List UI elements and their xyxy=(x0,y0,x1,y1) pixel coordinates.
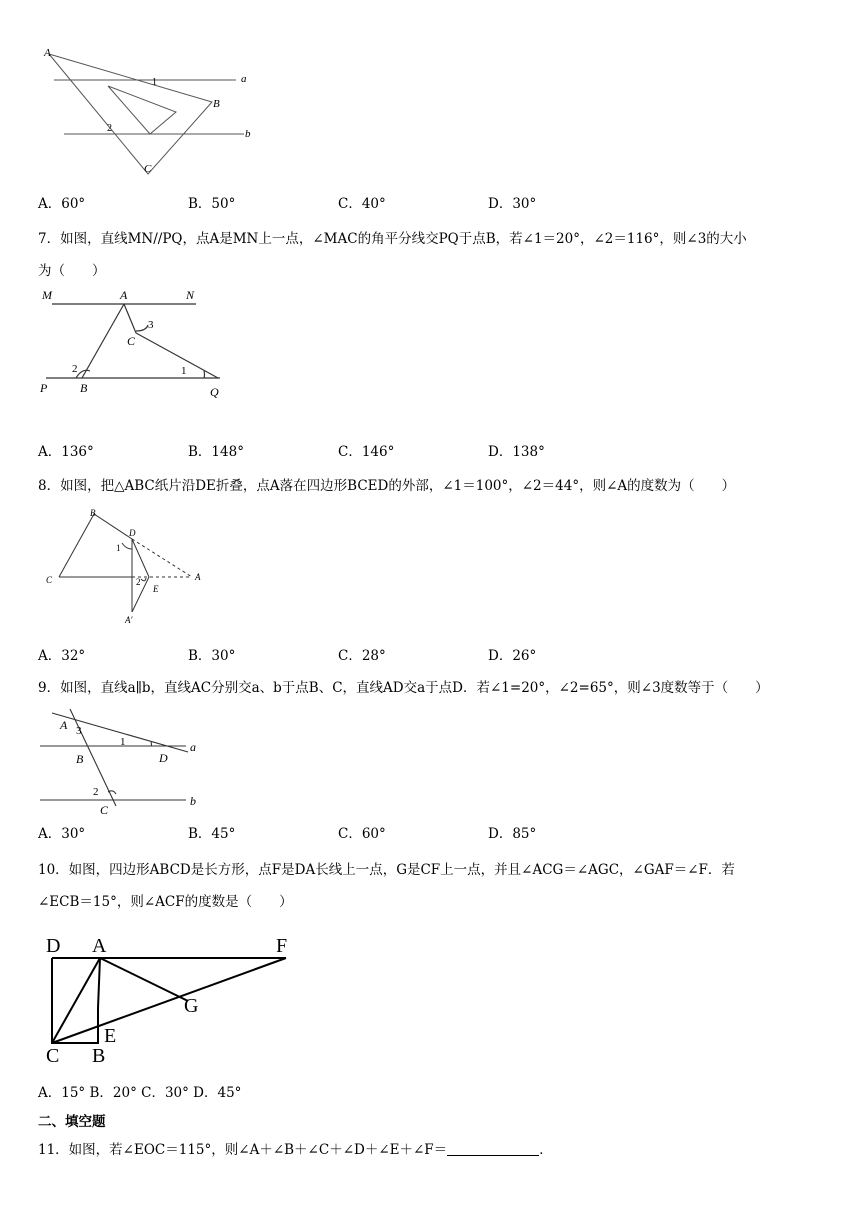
q6-option-b[interactable]: B．50° xyxy=(188,196,236,212)
q7-option-d[interactable]: D．138° xyxy=(488,444,545,460)
q10-label-G: G xyxy=(184,995,199,1017)
q8-label-2: 2 xyxy=(136,577,141,587)
q8-label-D: D xyxy=(129,528,136,538)
q6-label-a: a xyxy=(241,73,247,85)
q7-diagram xyxy=(38,285,238,400)
q7-label-P: P xyxy=(40,381,48,395)
q8-option-c[interactable]: C．28° xyxy=(338,648,386,664)
q9-label-B: B xyxy=(76,752,84,766)
q9-label-1: 1 xyxy=(120,736,126,748)
q7-label-B: B xyxy=(80,381,88,395)
q10-diagram xyxy=(40,928,300,1068)
q7-figure xyxy=(38,285,238,400)
q9-option-c[interactable]: C．60° xyxy=(338,826,386,842)
q8-figure xyxy=(40,505,210,630)
q6-label-A: A xyxy=(44,47,51,59)
q10-options[interactable]: A．15° B．20° C．30° D．45° xyxy=(38,1085,242,1101)
q9-stem: 9．如图，直线a∥b，直线AC分别交a、b于点B、C，直线AD交a于点D．若∠1=20°，∠2=65°，则∠3度数等于（ ） xyxy=(38,680,769,696)
q8-stem: 8．如图，把△ABC纸片沿DE折叠，点A落在四边形BCED的外部，∠1＝100°，∠2＝44°，则∠A的度数为（ ） xyxy=(38,478,736,494)
q8-option-b[interactable]: B．30° xyxy=(188,648,236,664)
q9-figure xyxy=(38,703,213,818)
q11-stem-end: ． xyxy=(539,1142,553,1158)
q11-stem-text: 11．如图，若∠EOC＝115°，则∠A＋∠B＋∠C＋∠D＋∠E＋∠F＝ xyxy=(38,1142,448,1158)
q9-label-a: a xyxy=(190,740,196,754)
q6-diagram xyxy=(40,40,270,180)
q10-label-B: B xyxy=(92,1045,106,1067)
q10-figure xyxy=(40,928,300,1068)
q9-option-a[interactable]: A．30° xyxy=(38,826,86,842)
q9-label-D: D xyxy=(159,751,168,765)
q7-stem-line2: 为（ ） xyxy=(38,263,106,279)
q11-stem xyxy=(38,1141,553,1159)
q7-option-a[interactable]: A．136° xyxy=(38,444,94,460)
q7-option-b[interactable]: B．148° xyxy=(188,444,244,460)
q6-label-b: b xyxy=(245,128,251,140)
q6-option-c[interactable]: C．40° xyxy=(338,196,386,212)
q6-label-1: 1 xyxy=(152,77,157,88)
q8-label-C: C xyxy=(46,575,53,585)
q7-label-2: 2 xyxy=(72,363,78,375)
q10-stem-line1: 10．如图，四边形ABCD是长方形，点F是DA长线上一点，G是CF上一点，并且∠ACG＝∠AGC，∠GAF＝∠F．若 xyxy=(38,862,735,878)
q7-label-N: N xyxy=(186,288,195,302)
q6-option-a[interactable]: A．60° xyxy=(38,196,86,212)
q10-label-C: C xyxy=(46,1045,60,1067)
q10-label-D: D xyxy=(46,935,61,957)
q9-label-3: 3 xyxy=(76,725,82,737)
q11-answer-blank[interactable] xyxy=(447,1142,539,1156)
q9-diagram xyxy=(38,703,213,818)
q6-label-2: 2 xyxy=(107,123,112,134)
q6-label-C: C xyxy=(144,163,152,175)
q10-label-A: A xyxy=(92,935,107,957)
q9-label-C: C xyxy=(100,803,109,817)
q6-figure xyxy=(40,40,270,180)
section-heading-fill-blank: 二、填空题 xyxy=(38,1114,106,1130)
q7-label-1: 1 xyxy=(181,365,187,377)
q9-option-d[interactable]: D．85° xyxy=(488,826,537,842)
q10-label-F: F xyxy=(276,935,288,957)
q7-label-3: 3 xyxy=(148,319,154,331)
q10-stem-line2: ∠ECB＝15°，则∠ACF的度数是（ ） xyxy=(38,894,293,910)
q7-option-c[interactable]: C．146° xyxy=(338,444,395,460)
q7-label-M: M xyxy=(42,288,52,302)
q8-label-A: A xyxy=(195,572,201,582)
q7-label-C: C xyxy=(127,334,136,348)
q8-label-B: B xyxy=(90,508,96,518)
q8-diagram xyxy=(40,505,210,630)
q8-option-a[interactable]: A．32° xyxy=(38,648,86,664)
q6-option-d[interactable]: D．30° xyxy=(488,196,537,212)
q9-label-A: A xyxy=(60,718,68,732)
q9-label-2: 2 xyxy=(93,786,99,798)
q10-label-E: E xyxy=(104,1025,117,1047)
q7-stem-line1: 7．如图，直线MN//PQ，点A是MN上一点，∠MAC的角平分线交PQ于点B，若∠1＝20°，∠2＝116°，则∠3的大小 xyxy=(38,231,747,247)
q7-label-Q: Q xyxy=(210,385,219,399)
q9-label-b: b xyxy=(190,794,196,808)
q7-label-A: A xyxy=(120,288,128,302)
q8-label-A-prime: A′ xyxy=(125,615,133,625)
q9-option-b[interactable]: B．45° xyxy=(188,826,236,842)
q8-option-d[interactable]: D．26° xyxy=(488,648,537,664)
q8-label-1: 1 xyxy=(116,543,121,553)
q8-label-E: E xyxy=(153,584,159,594)
q6-label-B: B xyxy=(213,98,220,110)
